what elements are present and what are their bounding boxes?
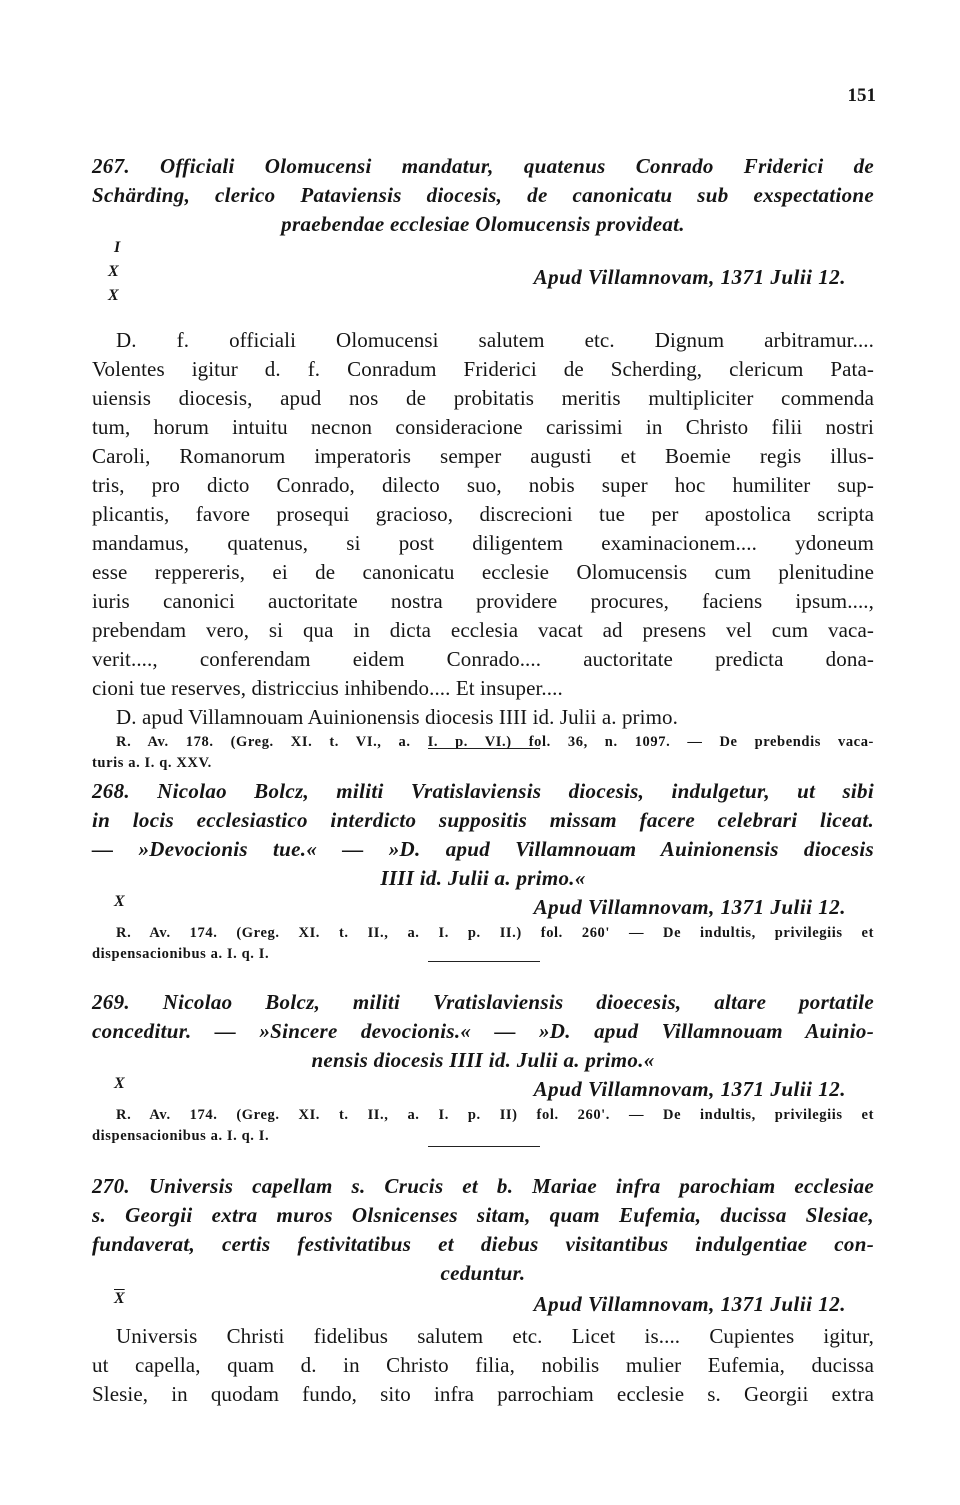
entry-heading-line: fundaverat, certis festivitatibus et diebus visitantibus indulgentiae con- [92, 1232, 874, 1256]
entry-269 [92, 988, 874, 1147]
source-line: R. Av. 174. (Greg. XI. t. II., a. I. p. II.) fol. 260' — De indultis, privilegiis et [116, 925, 874, 941]
text-line: ut capella, quam d. in Christo filia, nobilis mulier Eufemia, ducissa [92, 1353, 874, 1377]
register-mark: $\overline{X}$ [114, 1290, 125, 1307]
dateline: Apud Villamnovam, 1371 Julii 12. [533, 265, 846, 289]
text-line: Caroli, Romanorum imperatoris semper augusti et Boemie regis illus- [92, 444, 874, 468]
text-line: Universis Christi fidelibus salutem etc. Licet is.... Cupientes igitur, [116, 1324, 874, 1348]
entry-heading-line: — »Devocionis tue.« — »D. apud Villamnouam Auinionensis diocesis [92, 837, 874, 861]
entry-heading-line: in locis ecclesiastico interdicto suppositis missam facere celebrari liceat. [92, 808, 874, 832]
entry-heading-line: ceduntur. [440, 1261, 526, 1285]
entry-268 [92, 777, 874, 965]
text-line: mandamus, quatenus, si post diligentem examinacionem.... ydoneum [92, 531, 874, 555]
entry-heading-line: conceditur. — »Sincere devocionis.« — »D. apud Villamnouam Auinio- [92, 1019, 874, 1043]
source-line: dispensacionibus a. I. q. I. [92, 1128, 270, 1144]
entry-heading-line: s. Georgii extra muros Olsnicenses sitam, quam Eufemia, ducissa Slesiae, [92, 1203, 874, 1227]
entry-heading-line: nensis diocesis IIII id. Julii a. primo.« [311, 1048, 655, 1072]
marks-and-dateline [92, 1288, 874, 1322]
text-line: iuris canonici auctoritate nostra providere procures, faciens ipsum...., [92, 589, 874, 613]
entry-267 [92, 152, 874, 774]
text-line: D. f. officiali Olomucensi salutem etc. Dignum arbitramur.... [116, 328, 874, 352]
separator-rule [428, 748, 540, 749]
entry-heading-line: Schärding, clerico Pataviensis diocesis, de canonicatu sub exspectatione [92, 183, 874, 207]
text-line: tris, pro dicto Conrado, dilecto suo, nobis super hoc humiliter sup- [92, 473, 874, 497]
dateline: Apud Villamnovam, 1371 Julii 12. [533, 1077, 846, 1101]
marks-and-dateline [92, 1075, 874, 1105]
text-line: verit...., conferendam eidem Conrado.... auctoritate predicta dona- [92, 647, 874, 671]
register-mark: X [114, 893, 125, 910]
text-line: plicantis, favore prosequi gracioso, discrecioni tue per apostolica scripta [92, 502, 874, 526]
page-number: 151 [847, 85, 876, 106]
text-line: cioni tue reserves, districcius inhibendo.... Et insuper.... [92, 676, 563, 700]
text-line: prebendam vero, si qua in dicta ecclesia vacat ad presens vel cum vaca- [92, 618, 874, 642]
entry-heading-line: 267. Officiali Olomucensi mandatur, quatenus Conrado Friderici de [92, 154, 874, 178]
source-line: dispensacionibus a. I. q. I. [92, 946, 270, 962]
entry-heading-line: 269. Nicolao Bolcz, militi Vratislaviensis dioecesis, altare portatile [92, 990, 874, 1014]
text-line: esse reppereris, ei de canonicatu ecclesie Olomucensis cum plenitudine [92, 560, 874, 584]
source-line: turis a. I. q. XXV. [92, 755, 212, 771]
text-line: D. apud Villamnouam Auinionensis diocesis IIII id. Julii a. primo. [116, 705, 678, 729]
text-line: Slesie, in quodam fundo, sito infra parrochiam ecclesie s. Georgii extra [92, 1382, 874, 1406]
register-mark: X [108, 263, 119, 280]
entry-heading-line: 268. Nicolao Bolcz, militi Vratislaviensis diocesis, indulgetur, ut sibi [92, 779, 874, 803]
entry-heading-line: IIII id. Julii a. primo.« [380, 866, 586, 890]
dateline: Apud Villamnovam, 1371 Julii 12. [533, 1292, 846, 1316]
entry-heading-line: 270. Universis capellam s. Crucis et b. Mariae infra parochiam ecclesiae [92, 1174, 874, 1198]
dateline: Apud Villamnovam, 1371 Julii 12. [533, 895, 846, 919]
source-line: R. Av. 178. (Greg. XI. t. VI., a. I. p. VI.) fol. 36, n. 1097. — De prebendis vaca- [116, 734, 874, 750]
separator-rule [428, 1146, 540, 1147]
text-line: tum, horum intuitu necnon consideracione carissimi in Christo filii nostri [92, 415, 874, 439]
register-mark: I [114, 239, 121, 256]
text-line: uiensis diocesis, apud nos de probitatis meritis multipliciter commenda [92, 386, 874, 410]
text-line: Volentes igitur d. f. Conradum Friderici de Scherding, clericum Pata- [92, 357, 874, 381]
separator-rule [428, 961, 540, 962]
register-mark: X [114, 1075, 125, 1092]
marks-and-dateline [92, 239, 874, 326]
marks-and-dateline [92, 893, 874, 923]
register-mark: X [108, 287, 119, 304]
entry-270 [92, 1172, 874, 1409]
source-line: R. Av. 174. (Greg. XI. t. II., a. I. p. II) fol. 260'. — De indultis, privilegiis et [116, 1107, 874, 1123]
entry-heading-line: praebendae ecclesiae Olomucensis provideat. [281, 212, 685, 236]
